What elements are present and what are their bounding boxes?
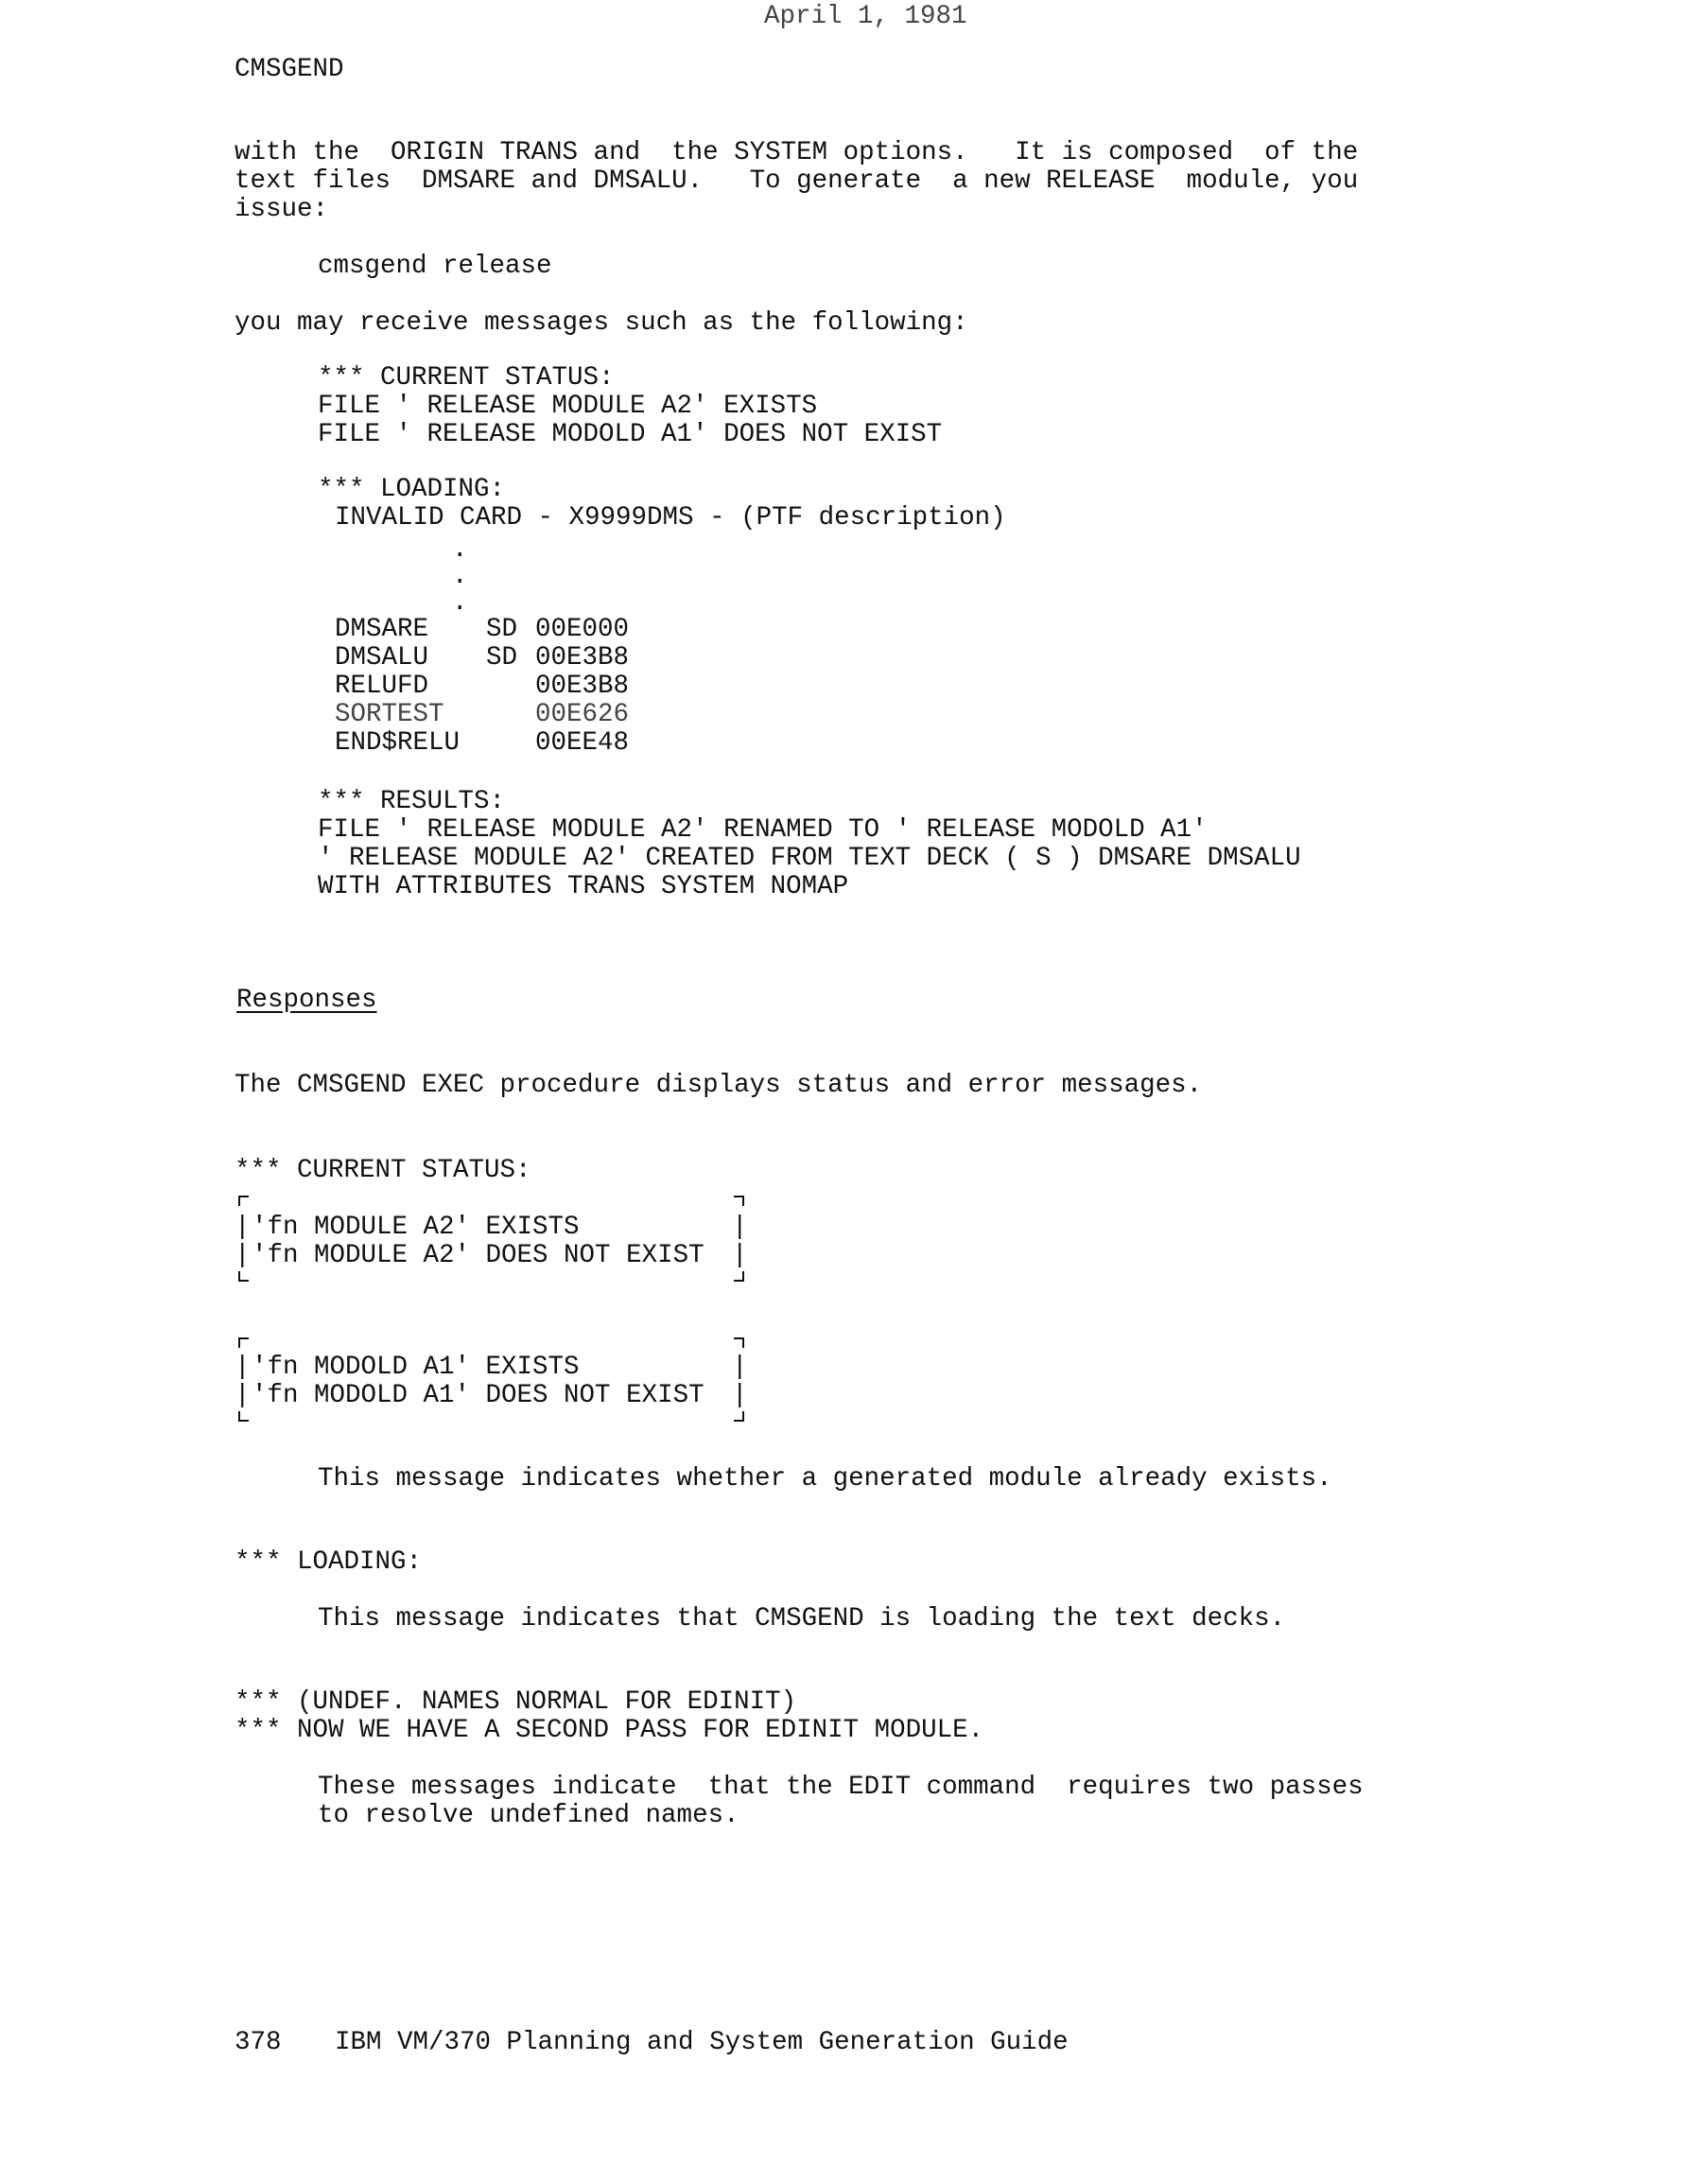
invalid-card-line: INVALID CARD - X9999DMS - (PTF description) (335, 503, 1006, 533)
symbol-name: RELUFD (335, 672, 429, 701)
bracket-corner (734, 1196, 744, 1206)
symbol-address: 00E000 (535, 615, 630, 644)
symbol-name: SORTEST (335, 700, 444, 729)
message-alternative: 'fn MODULE A2' DOES NOT EXIST (252, 1241, 704, 1270)
message-alternative: 'fn MODULE A2' EXISTS (252, 1213, 580, 1242)
command-example: cmsgend release (318, 252, 552, 281)
bracket-corner (734, 1411, 744, 1422)
example-status-line: FILE ' RELEASE MODULE A2' EXISTS (318, 392, 818, 421)
edinit-explanation: to resolve undefined names. (318, 1801, 739, 1830)
receive-line: you may receive messages such as the following: (235, 308, 968, 338)
continuation-dot: . (452, 588, 468, 618)
running-head: April 1, 1981 (764, 2, 967, 31)
bracket-bar: | (235, 1213, 251, 1242)
bracket-bar: | (235, 1381, 251, 1410)
bracket-corner (238, 1196, 249, 1206)
symbol-type: SD (486, 643, 518, 673)
footer-title: IBM VM/370 Planning and System Generation Guide (335, 2028, 1069, 2057)
intro-line: with the ORIGIN TRANS and the SYSTEM options. It is composed of the (235, 138, 1359, 167)
intro-line: text files DMSARE and DMSALU. To generate a new RELEASE module, you (235, 166, 1359, 196)
responses-intro: The CMSGEND EXEC procedure displays status and error messages. (235, 1071, 1203, 1100)
example-results-line: WITH ATTRIBUTES TRANS SYSTEM NOMAP (318, 872, 849, 901)
message-alternative: 'fn MODOLD A1' DOES NOT EXIST (252, 1381, 704, 1410)
loading-header: *** LOADING: (235, 1547, 423, 1577)
bracket-bar: | (235, 1241, 251, 1270)
bracket-corner (238, 1411, 249, 1422)
continuation-dot: . (452, 562, 468, 591)
bracket-corner (734, 1337, 744, 1348)
symbol-name: DMSALU (335, 643, 429, 673)
intro-line: issue: (235, 195, 329, 224)
symbol-type: SD (486, 615, 518, 644)
bracket-bar: | (732, 1213, 748, 1242)
symbol-address: 00E626 (535, 700, 630, 729)
symbol-address: 00E3B8 (535, 672, 630, 701)
example-results-line: ' RELEASE MODULE A2' CREATED FROM TEXT DECK ( S ) DMSARE DMSALU (318, 844, 1301, 873)
page-number: 378 (235, 2028, 282, 2057)
symbol-address: 00E3B8 (535, 643, 630, 673)
bracket-bar: | (732, 1381, 748, 1410)
symbol-name: DMSARE (335, 615, 429, 644)
example-results-line: FILE ' RELEASE MODULE A2' RENAMED TO ' RELEASE MODOLD A1' (318, 815, 1208, 845)
example-loading-header: *** LOADING: (318, 475, 506, 504)
message-alternative: 'fn MODOLD A1' EXISTS (252, 1353, 580, 1382)
bracket-bar: | (732, 1353, 748, 1382)
section-title: CMSGEND (235, 55, 344, 84)
current-status-header: *** CURRENT STATUS: (235, 1156, 531, 1185)
edinit-message: *** NOW WE HAVE A SECOND PASS FOR EDINIT MODULE. (235, 1716, 984, 1745)
bracket-corner (238, 1337, 249, 1348)
continuation-dot: . (452, 535, 468, 565)
current-status-explanation: This message indicates whether a generated module already exists. (318, 1464, 1332, 1494)
symbol-name: END$RELU (335, 728, 461, 758)
bracket-bar: | (732, 1241, 748, 1270)
edinit-message: *** (UNDEF. NAMES NORMAL FOR EDINIT) (235, 1687, 797, 1717)
loading-explanation: This message indicates that CMSGEND is loading the text decks. (318, 1604, 1286, 1634)
example-status-line: FILE ' RELEASE MODOLD A1' DOES NOT EXIST (318, 420, 943, 449)
bracket-corner (734, 1271, 744, 1282)
bracket-corner (238, 1271, 249, 1282)
symbol-address: 00EE48 (535, 728, 630, 758)
edinit-explanation: These messages indicate that the EDIT command requires two passes (318, 1773, 1364, 1802)
example-results-header: *** RESULTS: (318, 787, 506, 816)
example-status-header: *** CURRENT STATUS: (318, 363, 615, 393)
bracket-bar: | (235, 1353, 251, 1382)
responses-heading: Responses (236, 986, 377, 1015)
